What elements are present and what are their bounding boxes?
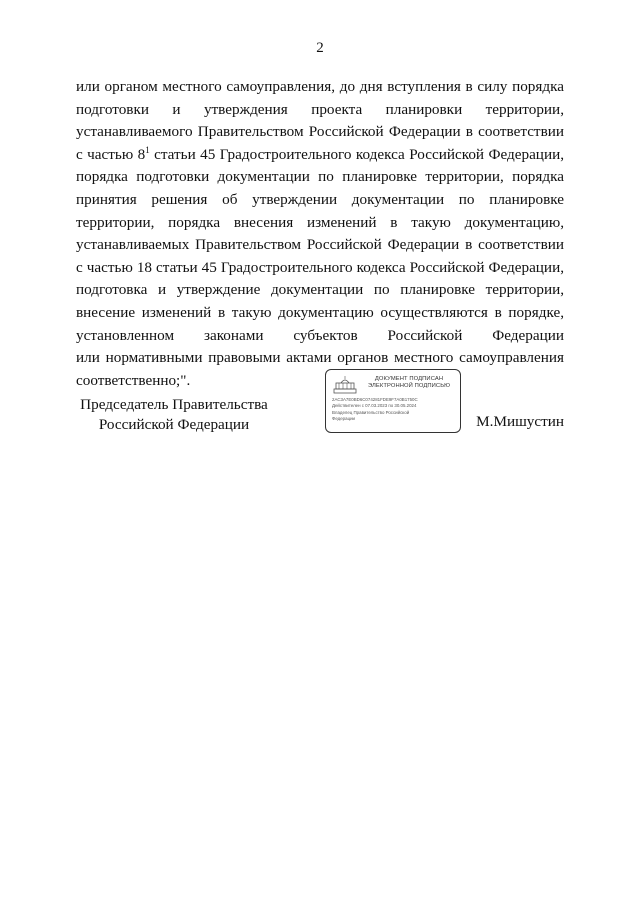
- emblem-icon: [333, 375, 357, 395]
- signatory-title: [76, 395, 272, 435]
- text-line: порядка подготовки документации по планировке территории, порядка: [76, 168, 564, 186]
- signature-stamp: [325, 369, 461, 433]
- text-line: принятия решения об утверждении документации по планировке: [76, 190, 564, 208]
- signatory-title-line: Российской Федерации: [98, 416, 250, 433]
- text-line: территории, порядка внесения изменений в такую документацию,: [76, 213, 564, 231]
- stamp-owner: Федерации: [332, 416, 355, 422]
- stamp-heading-line: ДОКУМЕНТ ПОДПИСАН: [374, 376, 444, 382]
- body-text: [76, 76, 564, 392]
- text-line: с частью 18 статьи 45 Градостроительного кодекса Российской Федерации,: [76, 258, 564, 276]
- text-line: соответственно;".: [76, 371, 191, 389]
- page-number: 2: [316, 40, 324, 56]
- superscript: 1: [145, 144, 150, 155]
- stamp-certificate: 2AC3A7E0BD6C074281FDE9F7A0B1750C: [332, 397, 418, 402]
- stamp-details: [332, 397, 458, 423]
- text-fragment: статьи 45 Градостроительного кодекса Российской Федерации,: [149, 145, 564, 163]
- text-line: подготовки и утверждения проекта планировки территории,: [76, 100, 564, 118]
- text-line: [76, 144, 564, 167]
- signatory-title-line: Председатель Правительства: [80, 396, 268, 413]
- text-line: устанавливаемого Правительством Российской Федерации в соответствии: [76, 123, 564, 141]
- stamp-heading-line: ЭЛЕКТРОННОЙ ПОДПИСЬЮ: [367, 383, 451, 390]
- text-fragment: с частью 8: [76, 145, 146, 163]
- text-line: устанавливаемых Правительством Российской Федерации в соответствии: [76, 236, 564, 254]
- signatory-name: М.Мишустин: [476, 413, 564, 430]
- text-line: установленном законами субъектов Российской Федерации: [76, 326, 564, 344]
- stamp-validity: Действителен с 07.03.2023 по 30.05.2024: [332, 403, 417, 409]
- stamp-owner: Владелец Правительство Российской: [332, 409, 410, 415]
- stamp-heading: [360, 376, 458, 391]
- text-line: или нормативными правовыми актами органов местного самоуправления: [76, 349, 564, 367]
- text-line: внесение изменений в такую документацию осуществляются в порядке,: [76, 303, 564, 321]
- text-line: или органом местного самоуправления, до дня вступления в силу порядка: [76, 78, 564, 95]
- text-line: подготовка и утверждение документации по планировке территории,: [76, 281, 564, 299]
